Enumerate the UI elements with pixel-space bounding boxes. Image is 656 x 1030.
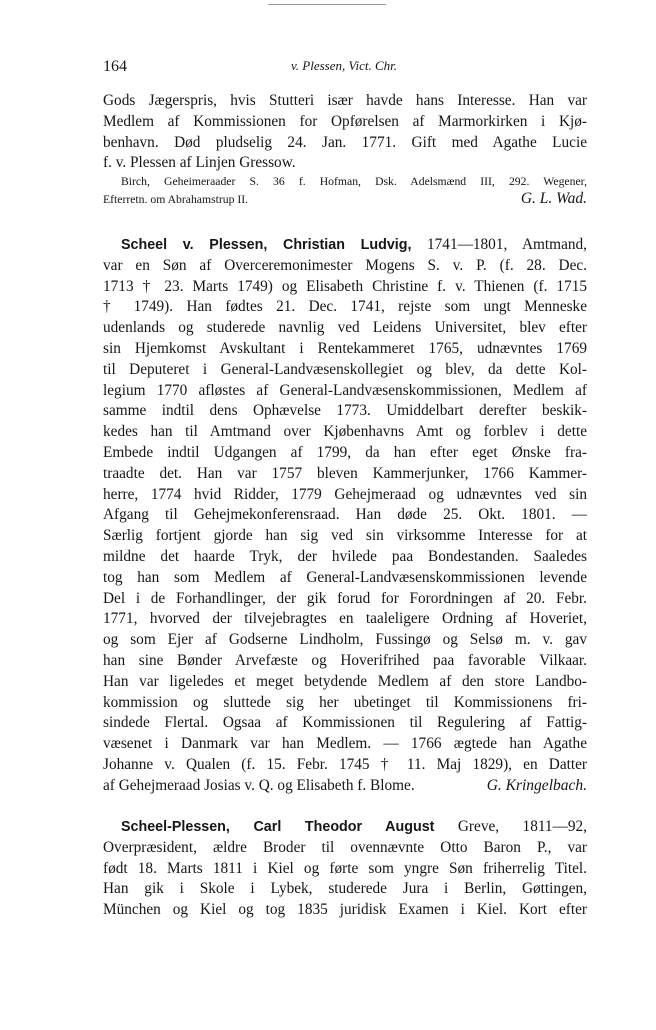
text-line: af Gehejmeraad Josias v. Q. og Elisabeth f. Blome.: [103, 776, 415, 794]
text-line: München og Kiel og tog 1835 juridisk Examen i Kiel. Kort efter: [103, 901, 587, 919]
entry-first-rest: 1741—1801, Amtmand,: [411, 236, 587, 253]
entry-top: [103, 91, 587, 207]
text-line: sindede Flertal. Ogsaa af Kommissionen til Regulering af Fattig-: [103, 714, 587, 732]
text-line: samme indtil dens Ophævelse 1773. Umiddelbart derefter beskik-: [103, 402, 587, 420]
text-line: traadte det. Han var 1757 bleven Kammerjunker, 1766 Kammer-: [103, 464, 587, 482]
text-line: Overpræsident, ældre Broder til ovennævnte Otto Baron P., var: [103, 838, 587, 856]
text-line: Han gik i Skole i Lybek, studerede Jura i Berlin, Gøttingen,: [103, 880, 587, 898]
entry-scheel-v-plessen: [103, 235, 587, 797]
entry-first-line: [103, 817, 587, 838]
text-line: † 1749). Han fødtes 21. Dec. 1741, rejste som ungt Menneske: [103, 298, 587, 316]
text-line: til Deputeret i General-Landvæsenskollegiet og blev, da dette Kol-: [103, 360, 587, 378]
text-line: udenlands og studerede navnlig ved Leidens Universitet, blev efter: [103, 319, 587, 337]
text-line: Afgang til Gehejmekonferensraad. Han døde 25. Okt. 1801. —: [103, 506, 587, 524]
reference-line: Birch, Geheimeraader S. 36 f. Hofman, Dsk. Adelsmænd III, 292. Wegener,: [121, 175, 587, 189]
running-head: v. Plessen, Vict. Chr.: [290, 58, 398, 73]
reference-line-with-author: [103, 191, 587, 208]
reference-text: Efterretn. om Abrahamstrup II.: [103, 192, 249, 206]
entry-first-line: [103, 235, 587, 256]
text-line: var en Søn af Overceremonimester Mogens S. v. P. (f. 28. Dec.: [103, 256, 587, 274]
text-line: benhavn. Død pludselig 24. Jan. 1771. Gift med Agathe Lucie: [103, 133, 587, 151]
text-line: han sine Bønder Arvefæste og Hoverifrihed paa favorable Vilkaar.: [103, 651, 587, 669]
text-line: Medlem af Kommissionen for Opførelsen af Marmorkirken i Kjø-: [103, 112, 587, 130]
author-signature: G. L. Wad.: [520, 189, 587, 207]
text-line: Han var ligeledes et meget betydende Medlem af den store Landbo-: [103, 672, 587, 690]
entry-heading: Scheel v. Plessen, Christian Ludvig,: [121, 237, 412, 253]
text-line: Del i de Forhandlinger, der gik forud for Forordningen af 20. Febr.: [103, 589, 587, 607]
entry-scheel-plessen-carl: [103, 817, 587, 921]
text-line: væsenet i Danmark var han Medlem. — 1766 ægtede han Agathe: [103, 735, 587, 753]
text-line: Gods Jægerspris, hvis Stutteri især havde hans Interesse. Han var: [103, 92, 587, 109]
entry-heading: Scheel-Plessen, Carl Theodor August: [121, 819, 435, 835]
entry-last-line: [103, 776, 587, 797]
entry-first-rest: Greve, 1811—92,: [434, 818, 587, 835]
text-line: født 18. Marts 1811 i Kiel og førte som yngre Søn friherrelig Titel.: [103, 859, 587, 877]
text-line: og som Ejer af Godserne Lindholm, Fussingø og Selsø m. v. gav: [103, 631, 587, 649]
text-line: legium 1770 afløstes af General-Landvæsenskommissionen, Medlem af: [103, 381, 587, 399]
text-line: tog han som Medlem af General-Landvæsenskommissionen levende: [103, 568, 587, 586]
text-line: Embede indtil Udgangen af 1799, da han efter eget Ønske fra-: [103, 443, 587, 461]
text-line: kommission og sluttede sig her ubetinget til Kommissionens fri-: [103, 693, 587, 711]
text-line: sin Hjemkomst Avskultant i Rentekammeret 1765, udnævntes 1769: [103, 339, 587, 357]
top-rule: [268, 4, 386, 5]
text-line: Johanne v. Qualen (f. 15. Febr. 1745 † 11. Maj 1829), en Datter: [103, 755, 587, 773]
text-line: mildne det haarde Tryk, der hvilede paa Bondestanden. Saaledes: [103, 547, 587, 565]
text-line: f. v. Plessen af Linjen Gressow.: [103, 154, 296, 172]
text-line: Særlig fortjent gjorde han sig ved sin virksomme Interesse for at: [103, 527, 587, 545]
text-line: herre, 1774 hvid Ridder, 1779 Gehejmeraad og udnævntes ved sin: [103, 485, 587, 503]
references: [103, 174, 587, 207]
text-line: 1771, hvorved der tilvejebragtes en taaleligere Ordning af Hoveriet,: [103, 610, 587, 628]
page-number: 164: [103, 58, 127, 75]
author-signature: G. Kringelbach.: [486, 776, 587, 794]
text-line: 1713 † 23. Marts 1749) og Elisabeth Christine f. v. Thienen (f. 1715: [103, 277, 587, 295]
text-line: kedes han til Amtmand over Kjøbenhavns Amt og forblev i dette: [103, 423, 587, 441]
